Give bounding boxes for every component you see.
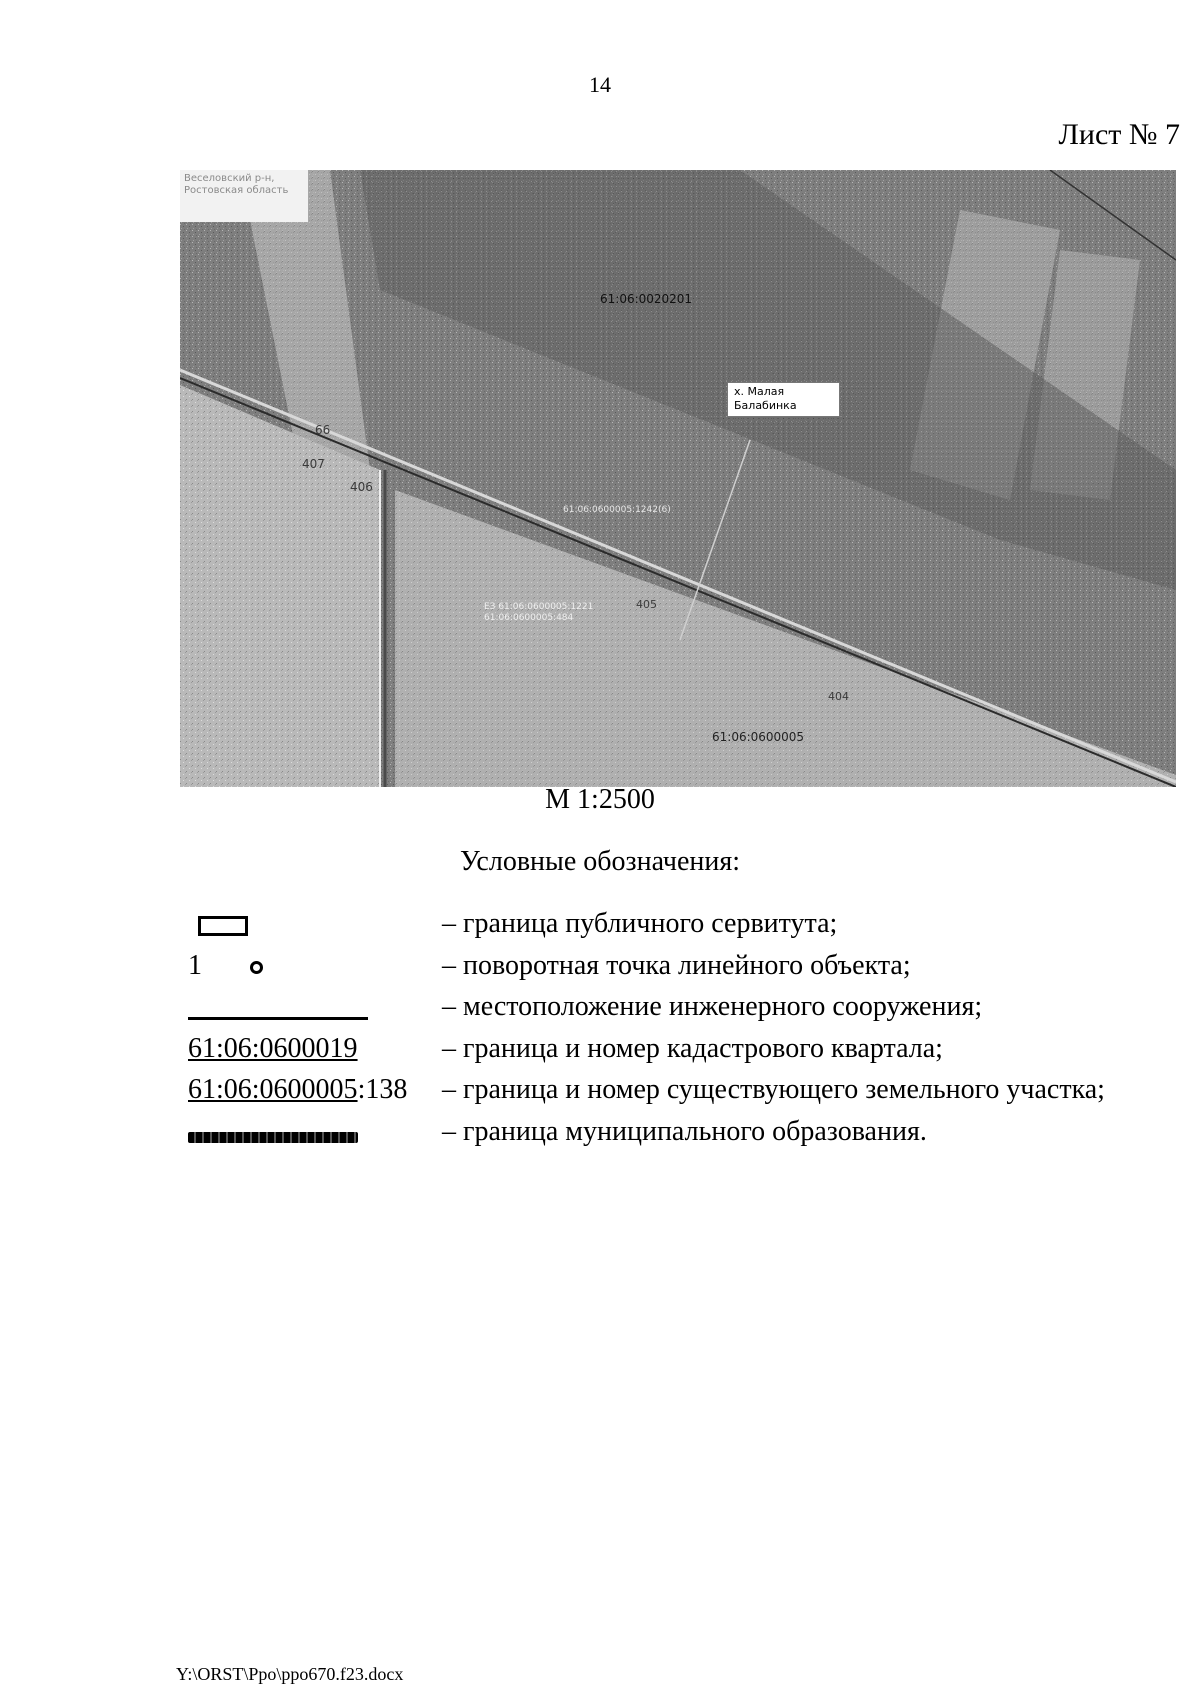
settlement-label xyxy=(727,382,840,417)
rectangle-icon xyxy=(198,916,248,936)
map-label-point-406: 406 xyxy=(350,480,373,494)
legend-text: – поворотная точка линейного объекта; xyxy=(442,949,911,981)
map-region-label: Веселовский р-н, Ростовская область xyxy=(180,170,308,222)
map-label-point-404: 404 xyxy=(828,690,849,703)
land-parcel-sample-main: 61:06:0600005 xyxy=(188,1074,358,1105)
line-icon xyxy=(188,1017,368,1020)
legend-symbol xyxy=(186,1116,426,1157)
legend-symbol xyxy=(186,1033,426,1074)
map-label-point-405: 405 xyxy=(636,598,657,611)
legend-row-cadastral-quarter xyxy=(186,1033,1176,1075)
legend-symbol xyxy=(186,950,426,991)
map-label-point-66: 66 xyxy=(315,423,331,437)
settlement-label-line-1: х. Малая xyxy=(734,385,785,398)
map-label-quarter-bottom: 61:06:0600005 xyxy=(712,730,805,744)
legend-text: – граница и номер кадастрового квартала; xyxy=(442,1032,943,1064)
map-label-parcel-left-a: ЕЗ 61:06:0600005:1221 xyxy=(484,602,594,612)
legend-text: – граница публичного сервитута; xyxy=(442,908,838,939)
municipal-border-icon xyxy=(188,1132,358,1143)
legend-symbol xyxy=(186,1074,426,1115)
legend-row-municipal-border xyxy=(186,1116,1176,1158)
legend-symbol xyxy=(186,991,426,1032)
legend-row-easement-border xyxy=(186,908,1176,950)
legend-text: – местоположение инженерного сооружения; xyxy=(442,991,983,1022)
page-number: 14 xyxy=(589,72,611,97)
map-label-quarter-top: 61:06:0020201 xyxy=(600,292,693,306)
legend-row-engineering-structure xyxy=(186,991,1176,1033)
sheet-title: Лист № 7 xyxy=(1058,118,1180,151)
settlement-label-line-2: Балабинка xyxy=(734,399,797,412)
land-parcel-sample-suffix: :138 xyxy=(357,1074,408,1105)
point-number: 1 xyxy=(188,949,202,981)
map-label-parcel-left-b: 61:06:0600005:484 xyxy=(484,613,574,623)
map-label-point-407: 407 xyxy=(302,457,325,471)
map-label-parcel-main: 61:06:0600005:1242(6) xyxy=(563,505,671,515)
legend-symbol xyxy=(186,908,426,949)
map-graphic xyxy=(180,170,1176,787)
cadastral-quarter-sample: 61:06:0600019 xyxy=(188,1032,358,1064)
map-image xyxy=(180,170,1176,787)
legend-row-land-parcel xyxy=(186,1074,1176,1116)
legend-row-turning-point xyxy=(186,950,1176,992)
legend-text: – граница муниципального образования. xyxy=(442,1115,927,1147)
map-scale: М 1:2500 xyxy=(545,784,655,815)
footer-file-path: Y:\ORST\Ppo\ppo670.f23.docx xyxy=(176,1664,404,1684)
point-icon xyxy=(250,961,263,974)
legend-text: – граница и номер существующего земельного участка; xyxy=(442,1074,1105,1105)
legend-title: Условные обозначения: xyxy=(459,846,741,877)
land-parcel-sample xyxy=(188,1074,407,1106)
legend xyxy=(186,908,1176,1157)
